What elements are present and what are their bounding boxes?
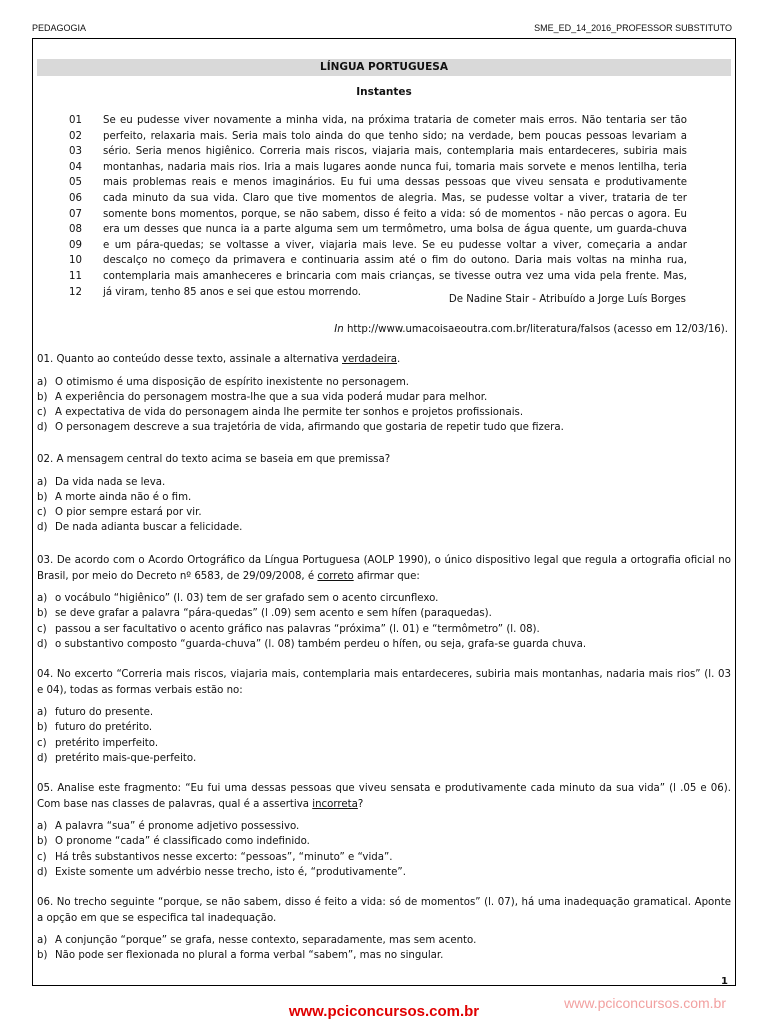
option-letter: a): [37, 707, 48, 718]
stem-text-end: .: [397, 354, 401, 365]
watermark-url: www.pciconcursos.com.br: [564, 995, 726, 1011]
option-letter: a): [37, 593, 48, 604]
text-line: [60, 271, 690, 287]
text-line: [60, 209, 690, 225]
option-c[interactable]: [37, 405, 731, 420]
option-d[interactable]: [37, 520, 731, 535]
line-text: mais problemas reais e menos imaginários. Eu fui uma dessas pessoas que viveu sensata e produtivamente: [103, 177, 687, 189]
text-line: [60, 146, 690, 162]
option-d[interactable]: [37, 865, 731, 880]
option-text: A palavra “sua” é pronome adjetivo possessivo.: [55, 821, 300, 832]
text-attribution: De Nadine Stair - Atribuído a Jorge Luís Borges: [448, 294, 686, 305]
line-text: e um pára-quedas; se voltasse a viver, viajaria mais leve. Se eu pudesse voltar a viver, começaria a andar: [103, 239, 687, 251]
reading-text: [60, 115, 690, 302]
line-number: 10: [69, 255, 82, 267]
option-text: Não pode ser flexionada no plural a forma verbal “sabem”, mas no singular.: [55, 950, 444, 962]
option-text: O pior sempre estará por vir.: [55, 507, 202, 519]
header-rule: [32, 38, 736, 39]
option-c[interactable]: [37, 850, 731, 865]
options: [37, 375, 731, 436]
line-text: perfeito, relaxaria mais. Seria mais tolo ainda do que tenho sido; na verdade, bem poucas pessoas levariam a: [103, 130, 687, 142]
question-03: [37, 553, 731, 652]
left-border: [32, 38, 33, 985]
option-letter: a): [37, 935, 48, 946]
option-letter: b): [37, 950, 48, 962]
text-line: [60, 115, 690, 131]
line-text: já viram, tenho 85 anos e sei que estou morrendo.: [103, 286, 362, 298]
option-text: passou a ser facultativo o acento gráfico nas palavras “próxima” (l. 01) e “termômetro” (l. 08).: [55, 623, 540, 635]
line-text: Se eu pudesse viver novamente a minha vida, na próxima trataria de cometer mais erros. Não tentaria ser tão: [103, 115, 687, 126]
option-letter: c): [37, 407, 47, 419]
question-stem: [37, 553, 731, 584]
option-text: De nada adianta buscar a felicidade.: [55, 522, 243, 534]
options: [37, 591, 731, 652]
stem-emphasis: incorreta: [312, 798, 358, 810]
option-letter: b): [37, 491, 48, 503]
question-stem: [37, 781, 731, 812]
question-stem: 06. No trecho seguinte “porque, se não sabem, disso é feito a vida: só de momentos” (l. 07), há uma inadequação gramatical. Aponte a opção em que se especifica tal inadequação.: [37, 897, 731, 924]
option-text: o vocábulo “higiênico” (l. 03) tem de ser grafado sem o acento circunflexo.: [55, 593, 439, 604]
line-text: montanhas, nadaria mais rios. Iria a mais lugares aonde nunca fui, tomaria mais sorvete e menos lentilha, teria: [103, 161, 687, 173]
option-c[interactable]: [37, 505, 731, 520]
section-title: LÍNGUA PORTUGUESA: [37, 59, 731, 76]
stem-emphasis: verdadeira: [342, 354, 398, 365]
option-text: A expectativa de vida do personagem ainda lhe permite ter sonhos e projetos profissionais.: [55, 407, 524, 419]
option-a[interactable]: [37, 375, 731, 390]
question-stem: [37, 352, 731, 368]
option-text: pretérito mais-que-perfeito.: [55, 752, 197, 764]
line-text: sério. Seria menos higiênico. Correria mais riscos, viajaria mais, contemplaria mais entardeceres, subiria mais: [103, 146, 687, 158]
option-text: futuro do pretérito.: [55, 722, 153, 734]
option-a[interactable]: [37, 819, 731, 834]
options: [37, 475, 731, 536]
header-exam-code: SME_ED_14_2016_PROFESSOR SUBSTITUTO: [534, 23, 732, 33]
line-text: descalço no começo da primavera e continuaria assim até o fim do outono. Daria mais voltas na minha rua,: [103, 255, 687, 267]
option-letter: b): [37, 722, 48, 734]
option-letter: c): [37, 507, 47, 519]
text-line: [60, 193, 690, 209]
option-d[interactable]: [37, 420, 731, 435]
question-05: [37, 781, 731, 880]
option-letter: b): [37, 391, 48, 403]
option-d[interactable]: [37, 751, 731, 766]
option-text: Há três substantivos nesse excerto: “pessoas”, “minuto” e “vida”.: [55, 851, 393, 863]
option-text: Da vida nada se leva.: [55, 476, 166, 488]
line-number: 02: [69, 130, 82, 142]
line-number: 08: [69, 224, 82, 236]
question-02: [37, 452, 731, 536]
line-number: 11: [69, 270, 82, 282]
option-a[interactable]: [37, 475, 731, 490]
option-letter: d): [37, 638, 48, 650]
source-in: In: [334, 324, 344, 335]
option-letter: a): [37, 821, 48, 832]
stem-text: 03. De acordo com o Acordo Ortográfico da Língua Portuguesa (AOLP 1990), o único dispositivo legal que regula a ortografia oficial no Brasil, por meio do Decreto nº 6583, de 29/09/2008, é: [37, 555, 731, 582]
text-line: [60, 224, 690, 240]
option-letter: b): [37, 608, 48, 620]
option-b[interactable]: [37, 948, 731, 963]
line-text: contemplaria mais amanheceres e brincaria com mais crianças, se tivesse outra vez uma vida pela frente. Mas,: [103, 270, 687, 282]
option-letter: d): [37, 422, 48, 434]
line-number: 12: [69, 286, 82, 298]
header-subject: PEDAGOGIA: [32, 23, 87, 33]
text-line: [60, 240, 690, 256]
option-letter: b): [37, 836, 48, 848]
option-c[interactable]: [37, 622, 731, 637]
options: [37, 819, 731, 880]
option-text: A conjunção “porque” se grafa, nesse contexto, separadamente, mas sem acento.: [55, 935, 477, 946]
text-title: Instantes: [356, 86, 412, 98]
option-a[interactable]: [37, 591, 731, 606]
text-source: [334, 324, 728, 335]
question-01: [37, 352, 731, 436]
option-a[interactable]: [37, 933, 731, 948]
option-d[interactable]: [37, 637, 731, 652]
stem-text: 01. Quanto ao conteúdo desse texto, assinale a alternativa: [37, 354, 342, 365]
line-number: 07: [69, 208, 82, 220]
option-a[interactable]: [37, 705, 731, 720]
option-c[interactable]: [37, 736, 731, 751]
stem-text-end: afirmar que:: [353, 570, 420, 582]
question-04: [37, 667, 731, 766]
text-line: [60, 177, 690, 193]
line-number: 03: [69, 146, 82, 158]
option-text: O pronome “cada” é classificado como indefinido.: [55, 836, 310, 848]
text-line: [60, 255, 690, 271]
option-letter: c): [37, 851, 47, 863]
line-number: 09: [69, 239, 82, 251]
line-number: 05: [69, 177, 82, 189]
option-b[interactable]: [37, 390, 731, 405]
option-letter: d): [37, 522, 48, 534]
option-b[interactable]: [37, 834, 731, 849]
options: [37, 705, 731, 766]
option-text: futuro do presente.: [55, 707, 154, 718]
options: [37, 933, 731, 964]
option-text: se deve grafar a palavra “pára-quedas” (l .09) sem acento e sem hífen (paraquedas).: [55, 608, 492, 620]
stem-text: 05. Analise este fragmento: “Eu fui uma dessas pessoas que viveu sensata e produtivamente cada minuto da sua vida” (l .05 e 06). Com base nas classes de palavras, qual é a assertiva: [37, 783, 731, 810]
page-number: 1: [721, 976, 728, 987]
line-text: era um desses que nunca ia a parte alguma sem um termômetro, uma bolsa de água quente, um guarda-chuva: [103, 224, 687, 236]
line-number: 06: [69, 192, 82, 204]
option-b[interactable]: [37, 490, 731, 505]
text-line: [60, 131, 690, 147]
question-06: [37, 895, 731, 964]
option-text: O personagem descreve a sua trajetória de vida, afirmando que gostaria de repetir tudo que fizera.: [55, 422, 564, 434]
question-stem: 02. A mensagem central do texto acima se baseia em que premissa?: [37, 454, 391, 465]
page-header: [32, 23, 732, 37]
option-letter: a): [37, 476, 48, 488]
option-letter: c): [37, 737, 47, 749]
line-number: 01: [69, 115, 82, 126]
option-text: Existe somente um advérbio nesse trecho, isto é, “produtivamente”.: [55, 866, 406, 878]
source-url: http://www.umacoisaeoutra.com.br/literatura/falsos (acesso em 12/03/16).: [343, 324, 728, 335]
option-b[interactable]: [37, 606, 731, 621]
question-stem: 04. No excerto “Correria mais riscos, viajaria mais, contemplaria mais entardeceres, subiria mais montanhas, nadaria mais rios” (l. 03 e 04), todas as formas verbais estão no:: [37, 669, 731, 696]
option-letter: d): [37, 866, 48, 878]
option-letter: d): [37, 752, 48, 764]
line-text: somente bons momentos, porque, se não sabem, disso é feito a vida: só de momentos - não percas o agora. Eu: [103, 208, 687, 220]
option-letter: c): [37, 623, 47, 635]
stem-emphasis: correto: [317, 570, 354, 582]
option-text: pretérito imperfeito.: [55, 737, 159, 749]
option-letter: a): [37, 376, 48, 388]
option-text: A morte ainda não é o fim.: [55, 491, 192, 503]
right-border: [735, 38, 736, 985]
text-line: [60, 162, 690, 178]
footer-url-link[interactable]: www.pciconcursos.com.br: [288, 1003, 480, 1020]
stem-text-end: ?: [357, 798, 364, 810]
line-number: 04: [69, 161, 82, 173]
option-text: A experiência do personagem mostra-lhe que a sua vida poderá mudar para melhor.: [55, 391, 488, 403]
option-text: o substantivo composto “guarda-chuva” (l. 08) também perdeu o hífen, ou seja, grafa-se guarda chuva.: [55, 638, 587, 650]
option-b[interactable]: [37, 720, 731, 735]
option-text: O otimismo é uma disposição de espírito inexistente no personagem.: [55, 376, 409, 388]
line-text: cada minuto da sua vida. Claro que tive momentos de alegria. Mas, se pudesse voltar a viver, trataria de ter: [103, 192, 687, 204]
footer-rule: [32, 985, 736, 986]
